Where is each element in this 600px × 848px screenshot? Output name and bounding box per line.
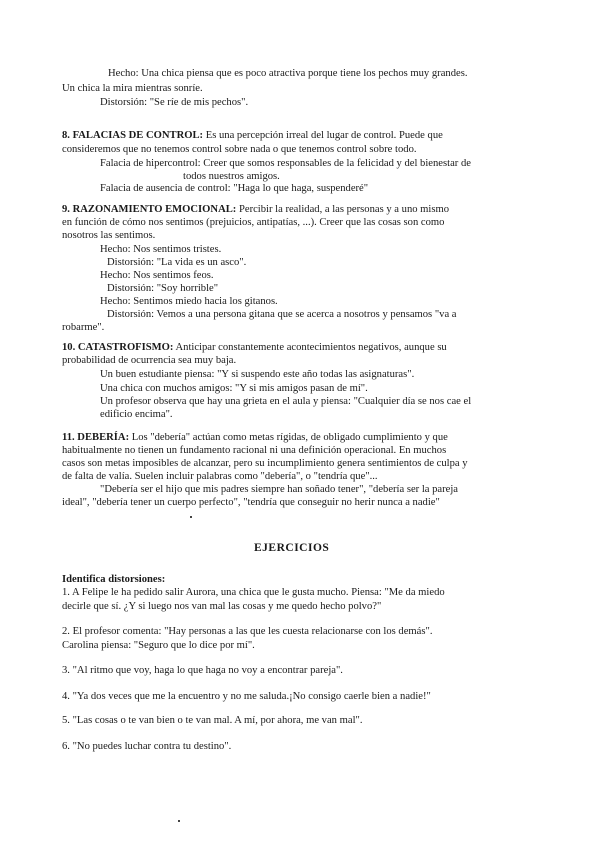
scan-speck [178,820,180,822]
scan-speck [190,516,192,518]
exercises-title: EJERCICIOS [254,542,330,554]
section-8-line-4: todos nuestros amigos. [183,171,280,182]
section-10-heading: 10. CATASTROFISMO: [62,342,174,353]
section-9-line-10: robarme". [62,322,105,333]
section-10-line-1-text: Anticipar constantemente acontecimientos negativos, aunque su [173,342,447,353]
section-11-line-3: casos son metas imposibles de alcanzar, pero su incumplimiento genera sentimientos de culpa y [62,458,468,469]
section-11-line-6: ideal", "debería tener un cuerpo perfecto", "tendría que conseguir no herir nunca a nadie" [62,497,440,508]
section-11-line-1-text: Los "debería" actúan como metas rígidas, de obligado cumplimiento y que [129,432,448,443]
exercise-6: 6. "No puedes luchar contra tu destino". [62,741,232,752]
section-9-line-1 [62,203,449,217]
section-9-line-7: Distorsión: "Soy horrible" [107,283,219,294]
section-11-line-1 [62,431,448,445]
section-9-line-9: Distorsión: Vemos a una persona gitana que se acerca a nosotros y pensamos "va a [107,309,457,320]
exercise-1-line-1: 1. A Felipe le ha pedido salir Aurora, una chica que le gusta mucho. Piensa: "Me da miedo [62,587,445,598]
section-10-line-5: Un profesor observa que hay una grieta en el aula y piensa: "Cualquier día se nos cae el [100,396,472,407]
section-8-line-5: Falacia de ausencia de control: "Haga lo que haga, suspenderé" [100,183,369,194]
section-10-line-1 [62,341,447,355]
section-9-line-3: nosotros las sentimos. [62,230,156,241]
exercise-3: 3. "Al ritmo que voy, haga lo que haga no voy a encontrar pareja". [62,665,343,676]
section-9-line-5: Distorsión: "La vida es un asco". [107,257,247,268]
section-10-line-3: Un buen estudiante piensa: "Y si suspendo este año todas las asignaturas". [100,369,415,380]
section-9-line-1-text: Percibir la realidad, a las personas y a uno mismo [236,204,450,215]
section-8-line-3: Falacia de hipercontrol: Creer que somos responsables de la felicidad y del bienestar de [100,158,471,169]
intro-line-2: Un chica la mira mientras sonríe. [62,83,203,94]
section-11-heading: 11. DEBERÍA: [62,432,130,443]
exercises-subtitle: Identifica distorsiones: [62,574,166,585]
section-10-line-4: Una chica con muchos amigos: "Y si mis amigos pasan de mí". [100,383,368,394]
exercise-2-line-2: Carolina piensa: "Seguro que lo dice por mí". [62,640,255,651]
section-8-line-1 [62,129,443,143]
section-8-line-1-text: Es una percepción irreal del lugar de control. Puede que [203,130,443,141]
section-11-line-4: de falta de valía. Suelen incluir palabras como "debería", o "tendría que"... [62,471,378,482]
section-9-line-4: Hecho: Nos sentimos tristes. [100,244,222,255]
section-10-line-2: probabilidad de ocurrencia sea muy baja. [62,355,237,366]
section-8-heading: 8. FALACIAS DE CONTROL: [62,130,204,141]
section-8-line-2: consideremos que no tenemos control sobre nada o que tenemos control sobre todo. [62,144,417,155]
section-9-line-6: Hecho: Nos sentimos feos. [100,270,214,281]
section-11-line-2: habitualmente no tienen un fundamento racional ni una definición operacional. En muchos [62,445,447,456]
exercise-2-line-1: 2. El profesor comenta: "Hay personas a las que les cuesta relacionarse con los demás". [62,626,433,637]
section-10-line-6: edificio encima". [100,409,173,420]
exercise-4: 4. "Ya dos veces que me la encuentro y no me saluda.¡No consigo caerle bien a nadie!" [62,691,431,702]
intro-line-3: Distorsión: "Se ríe de mis pechos". [100,97,249,108]
section-9-heading: 9. RAZONAMIENTO EMOCIONAL: [62,204,237,215]
section-11-line-5: "Debería ser el hijo que mis padres siempre han soñado tener", "debería ser la pareja [100,484,459,495]
exercise-1-line-2: decirle que sí. ¿Y si luego nos van mal las cosas y me quedo hecho polvo?" [62,601,382,612]
section-9-line-2: en función de cómo nos sentimos (prejuicios, antipatías, ...). Creer que las cosas son como [62,217,445,228]
intro-line-1: Hecho: Una chica piensa que es poco atractiva porque tiene los pechos muy grandes. [108,68,468,79]
exercise-5: 5. "Las cosas o te van bien o te van mal. A mí, por ahora, me van mal". [62,715,363,726]
section-9-line-8: Hecho: Sentimos miedo hacia los gitanos. [100,296,278,307]
